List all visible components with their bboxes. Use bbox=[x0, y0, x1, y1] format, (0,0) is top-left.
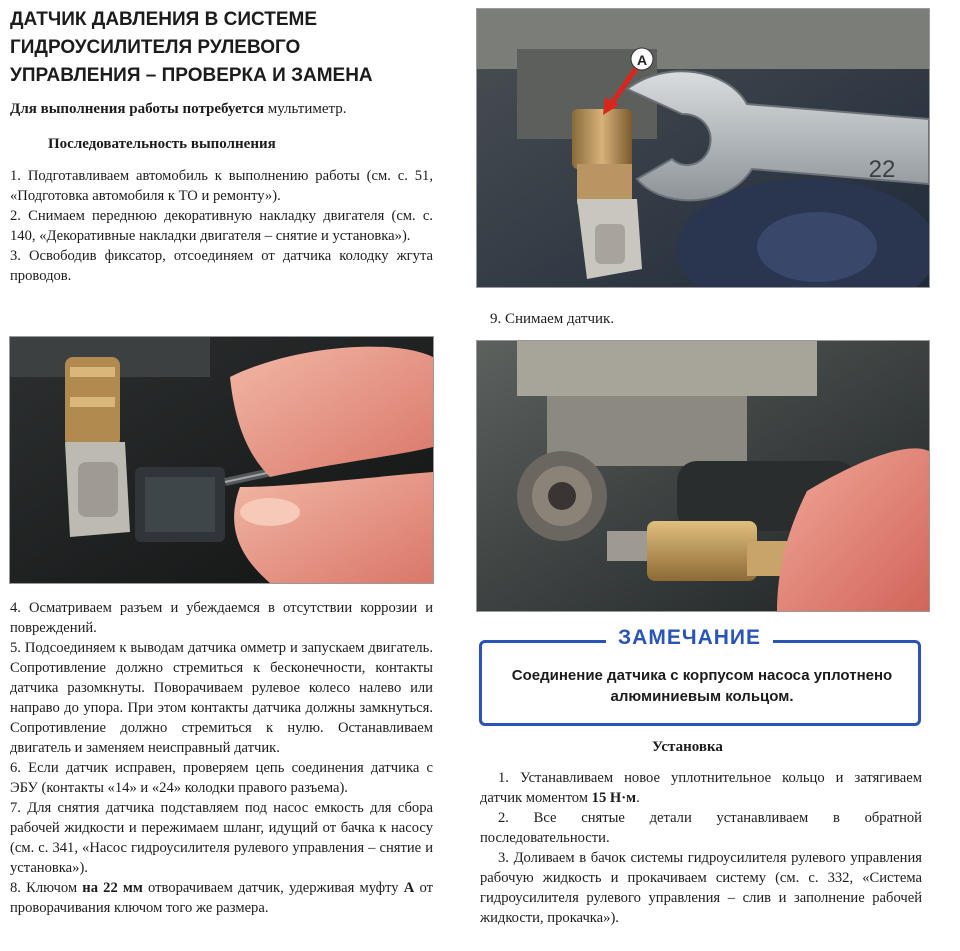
photo-connector-disconnect bbox=[9, 336, 434, 584]
note-text: Соединение датчика с корпусом насоса уплотнено алюминиевым кольцом. bbox=[511, 667, 893, 705]
step-8-start: 8. Ключом bbox=[10, 880, 78, 896]
step-9-caption: 9. Снимаем датчик. bbox=[490, 311, 615, 327]
step-8-middle: отворачиваем датчик, удерживая муфту bbox=[148, 880, 399, 896]
install-heading: Установка bbox=[652, 739, 723, 755]
note-title: ЗАМЕЧАНИЕ bbox=[606, 626, 773, 650]
install-step-2: 2. Все снятые детали устанавливаем в обратной последовательности. bbox=[480, 810, 922, 846]
photo-sensor-removed bbox=[476, 340, 930, 612]
install-step-3: 3. Доливаем в бачок системы гидроусилителя рулевого управления рабочую жидкость и прокачиваем систему (см. с. 332, «Система гидроусилителя рулевого управления – слив и заполнение рабочей жидкости, прокачка»). bbox=[480, 850, 922, 926]
step-3: 3. Освободив фиксатор, отсоединяем от датчика колодку жгута проводов. bbox=[10, 248, 433, 284]
step-5: 5. Подсоединяем к выводам датчика омметр и запускаем двигатель. Сопротивление должно стремиться к бесконечности, контакты датчика разомкнуты. Поворачиваем рулевое колесо налево или направо до упора. При этом контакты датчика должны замкнуться. Сопротивление должно стремиться к нулю. Останавливаем двигатель и заменяем неисправный датчик. bbox=[10, 640, 433, 756]
page-title bbox=[10, 6, 430, 90]
sequence-heading: Последовательность выполнения bbox=[48, 136, 276, 152]
step-1: 1. Подготавливаем автомобиль к выполнению работы (см. с. 51, «Подготовка автомобиля к ТО и ремонту»). bbox=[10, 168, 433, 204]
step-8 bbox=[10, 878, 433, 918]
step-2: 2. Снимаем переднюю декоративную накладку двигателя (см. с. 140, «Декоративные накладки двигателя – снятие и установка»). bbox=[10, 208, 433, 244]
title-line-3: УПРАВЛЕНИЯ – ПРОВЕРКА И ЗАМЕНА bbox=[10, 65, 373, 86]
title-line-2: ГИДРОУСИЛИТЕЛЯ РУЛЕВОГО bbox=[10, 37, 301, 58]
step-8-label-a: А bbox=[403, 880, 415, 896]
install-torque: 15 Н·м bbox=[591, 790, 637, 806]
steps-block-bottom bbox=[10, 598, 433, 918]
required-tools-label: Для выполнения работы потребуется bbox=[10, 101, 264, 117]
photo-sensor-wrench bbox=[476, 8, 930, 288]
install-step-1-end: . bbox=[636, 790, 640, 806]
step-7: 7. Для снятия датчика подставляем под насос емкость для сбора рабочей жидкости и пережимаем шланг, идущий от бачка к насосу (см. с. 341, «Насос гидроусилителя рулевого управления – снятие и установка»). bbox=[10, 800, 433, 876]
wrench-size-label: 22 bbox=[868, 156, 896, 183]
steps-block-top bbox=[10, 166, 433, 286]
required-tools-value: мультиметр. bbox=[267, 101, 347, 117]
step-4: 4. Осматриваем разъем и убеждаемся в отсутствии коррозии и повреждений. bbox=[10, 600, 433, 636]
required-tools bbox=[10, 101, 347, 118]
install-step-1 bbox=[480, 768, 922, 808]
photo-label-a: A bbox=[636, 52, 648, 68]
install-steps bbox=[480, 768, 922, 928]
title-line-1: ДАТЧИК ДАВЛЕНИЯ В СИСТЕМЕ bbox=[10, 9, 318, 30]
install-step-1-text: 1. Устанавливаем новое уплотнительное кольцо и затягиваем датчик моментом bbox=[480, 770, 922, 806]
step-8-wrench-size: на 22 мм bbox=[82, 880, 143, 896]
step-8-end: от проворачивания ключом того же размера. bbox=[10, 880, 434, 916]
step-6: 6. Если датчик исправен, проверяем цепь соединения датчика с ЭБУ (контакты «14» и «24» колодки правого разъема). bbox=[10, 760, 433, 796]
